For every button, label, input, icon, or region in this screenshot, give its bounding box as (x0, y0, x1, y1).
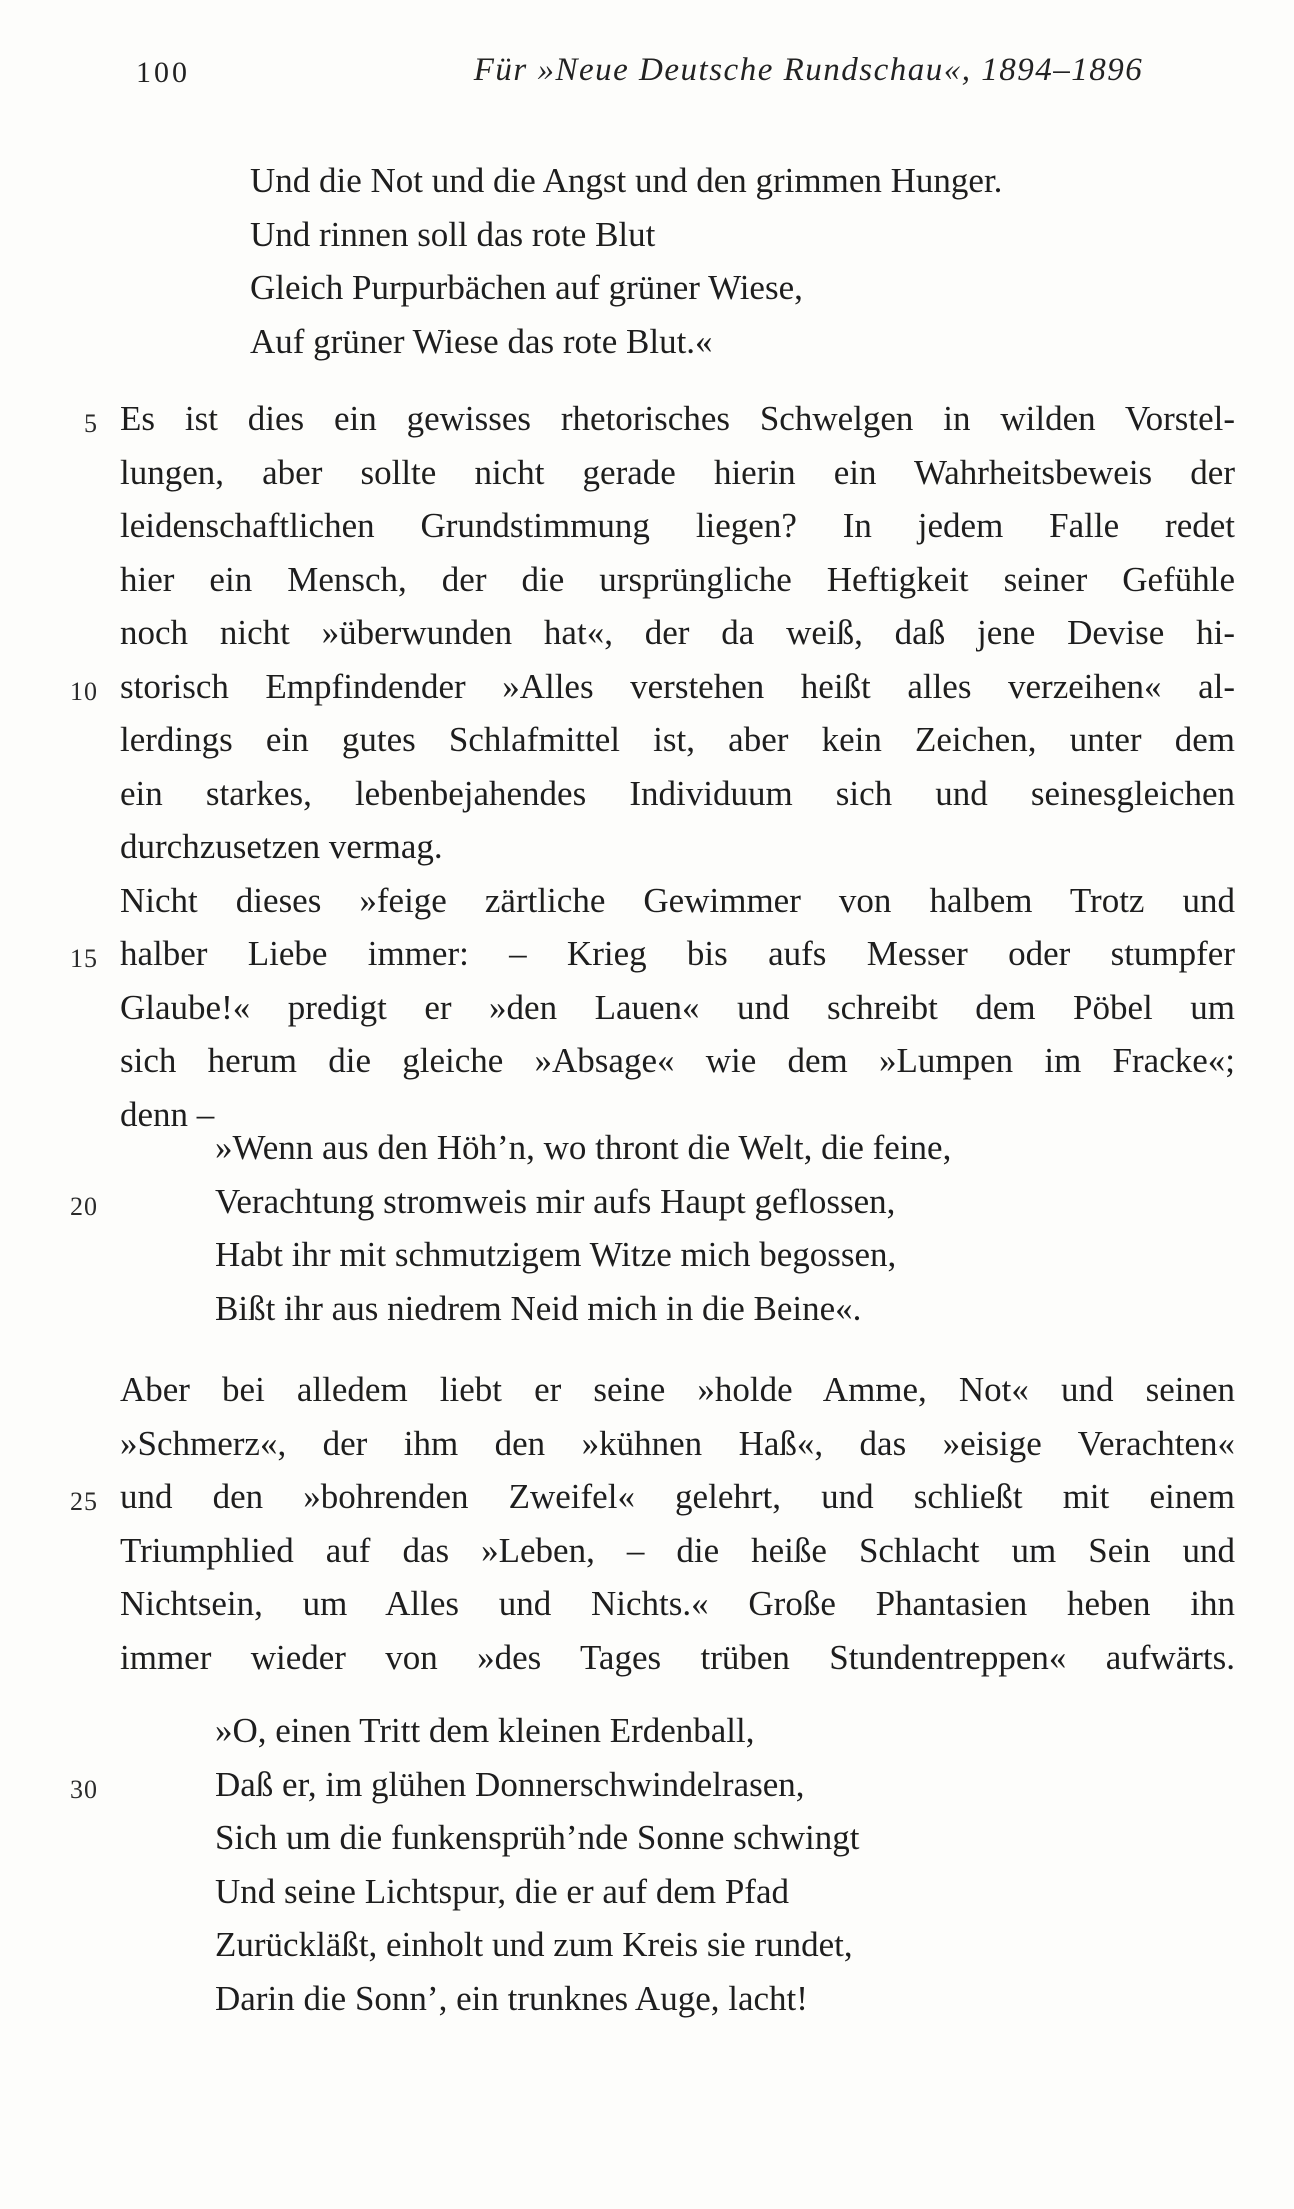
text-line (120, 606, 1235, 660)
text-line (70, 927, 1235, 981)
paragraph-3 (70, 1363, 1235, 1684)
text-line (120, 1577, 1235, 1631)
text-line (120, 713, 1235, 767)
verse-line (215, 1282, 1235, 1336)
verse-line-text: Zurückläßt, einholt und zum Kreis sie rundet, (215, 1925, 853, 1964)
text-line-text: ein starkes, lebenbejahendes Individuum sich und seinesgleichen (120, 773, 1235, 813)
verse-line-text: Und rinnen soll das rote Blut (250, 214, 656, 254)
text-line (120, 1631, 1235, 1685)
verse-line-text: Verachtung stromweis mir aufs Haupt geflossen, (215, 1181, 896, 1221)
text-line (120, 446, 1235, 500)
text-line-text: Triumphlied auf das »Leben, – die heiße Schlacht um Sein und (120, 1530, 1235, 1570)
paragraph-1 (70, 392, 1235, 874)
text-line-text: Glaube!« predigt er »den Lauen« und schreibt dem Pöbel um (120, 987, 1235, 1027)
verse-line-text: Und die Not und die Angst und den grimmen Hunger. (250, 161, 1003, 200)
text-line (120, 1524, 1235, 1578)
verse-line-text: Und seine Lichtspur, die er auf dem Pfad (215, 1871, 789, 1911)
verse-line-text: Habt ihr mit schmutzigem Witze mich begossen, (215, 1235, 897, 1274)
text-line-text: lerdings ein gutes Schlafmittel ist, aber kein Zeichen, unter dem (120, 720, 1235, 759)
verse-line (215, 1918, 1235, 1972)
page-header-row (120, 52, 1235, 94)
verse-line (215, 1228, 1235, 1282)
verse-line (215, 1811, 1235, 1865)
margin-line-number: 30 (70, 1774, 98, 1804)
text-line-text: und den »bohrenden Zweifel« gelehrt, und schließt mit einem (120, 1477, 1235, 1516)
verse-line (215, 1865, 1235, 1919)
text-line-text: immer wieder von »des Tages trüben Stundentreppen« aufwärts. (120, 1637, 1235, 1677)
verse-line-text: »O, einen Tritt dem kleinen Erdenball, (215, 1711, 755, 1750)
text-line (120, 1417, 1235, 1471)
text-line-text: storisch Empfindender »Alles verstehen heißt alles verzeihen« al- (120, 666, 1235, 706)
verse-line-text: Sich um die funkensprüh’nde Sonne schwingt (215, 1818, 860, 1857)
verse-line-text: Auf grüner Wiese das rote Blut.« (250, 321, 713, 361)
text-line-text: Nichtsein, um Alles und Nichts.« Große Phantasien heben ihn (120, 1584, 1235, 1623)
verse-line-text: Darin die Sonn’, ein trunknes Auge, lacht! (215, 1978, 808, 2018)
text-line-text: Nicht dieses »feige zärtliche Gewimmer von halbem Trotz und (120, 880, 1235, 920)
verse-quote-2 (70, 1121, 1235, 1335)
text-line-text: noch nicht »überwunden hat«, der da weiß, daß jene Devise hi- (120, 613, 1235, 652)
margin-line-number: 15 (70, 944, 98, 973)
text-line (120, 767, 1235, 821)
paragraph-2 (70, 874, 1235, 1142)
text-line-text: leidenschaftlichen Grundstimmung liegen? In jedem Falle redet (120, 506, 1235, 545)
text-line-text: Es ist dies ein gewisses rhetorisches Schwelgen in wilden Vorstel- (120, 399, 1235, 438)
verse-line (215, 1121, 1235, 1175)
text-line (120, 1363, 1235, 1417)
text-line-text: Aber bei alledem liebt er seine »holde Amme, Not« und seinen (120, 1370, 1235, 1409)
text-line-text: sich herum die gleiche »Absage« wie dem »Lumpen im Fracke«; (120, 1041, 1235, 1080)
text-line (84, 392, 1235, 446)
verse-line (250, 208, 1235, 262)
text-line (120, 499, 1235, 553)
verse-line-text: Bißt ihr aus niedrem Neid mich in die Beine«. (215, 1288, 862, 1328)
margin-line-number: 10 (70, 676, 98, 706)
page-number: 100 (136, 56, 190, 89)
verse-line (250, 261, 1235, 315)
verse-line (250, 315, 1235, 369)
verse-line (70, 1175, 1235, 1229)
verse-line (215, 1972, 1235, 2026)
verse-line (70, 1758, 1235, 1812)
verse-line-text: Gleich Purpurbächen auf grüner Wiese, (250, 268, 803, 307)
text-line-text: durchzusetzen vermag. (120, 827, 443, 866)
running-header: Für »Neue Deutsche Rundschau«, 1894–1896 (473, 52, 1144, 88)
text-line (70, 660, 1235, 714)
text-line (120, 1034, 1235, 1088)
text-line (120, 820, 1235, 874)
margin-line-number: 5 (84, 409, 98, 438)
verse-line (250, 154, 1235, 208)
margin-line-number: 25 (70, 1487, 98, 1516)
text-line-text: denn – (120, 1094, 215, 1134)
text-line (70, 1470, 1235, 1524)
text-line (120, 553, 1235, 607)
verse-line-text: Daß er, im glühen Donnerschwindelrasen, (215, 1764, 805, 1804)
verse-line-text: »Wenn aus den Höh’n, wo thront die Welt, die feine, (215, 1128, 952, 1167)
text-line-text: »Schmerz«, der ihm den »kühnen Haß«, das »eisige Verachten« (120, 1423, 1235, 1463)
verse-quote-1 (250, 154, 1235, 368)
text-line-text: halber Liebe immer: – Krieg bis aufs Messer oder stumpfer (120, 934, 1235, 973)
text-line-text: hier ein Mensch, der die ursprüngliche Heftigkeit seiner Gefühle (120, 559, 1235, 599)
verse-quote-3 (70, 1704, 1235, 2025)
text-line (120, 981, 1235, 1035)
verse-line (215, 1704, 1235, 1758)
text-line-text: lungen, aber sollte nicht gerade hierin ein Wahrheitsbeweis der (120, 452, 1235, 492)
text-line (120, 874, 1235, 928)
margin-line-number: 20 (70, 1191, 98, 1221)
